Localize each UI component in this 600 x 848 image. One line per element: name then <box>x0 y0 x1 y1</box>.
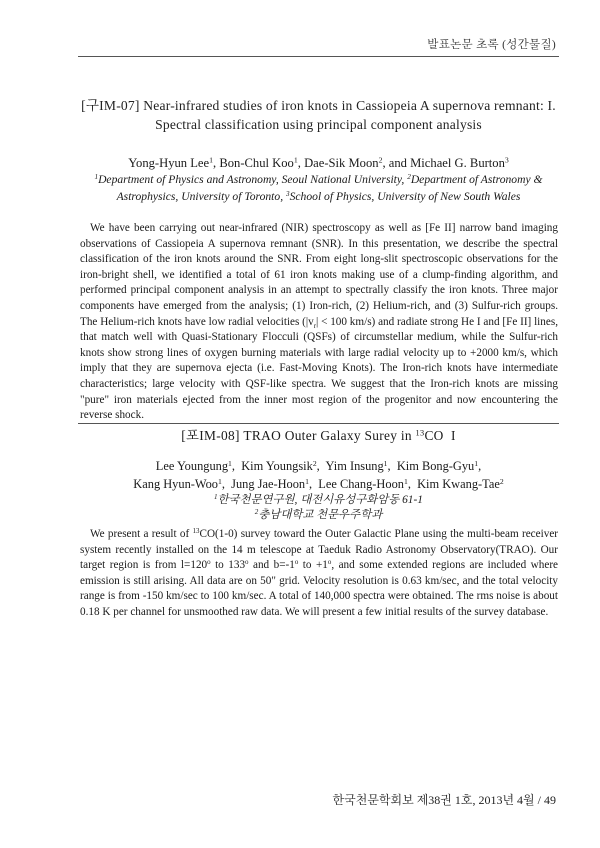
paper1-abstract: We have been carrying out near-infrared (NIR) spectroscopy as well as [Fe II] narrow band imaging observations of Cassiopeia A supernova remnant (SNR). In this presentation, we describe the spectral classification of the iron knots around the SNR. From eight long-slit spectroscopic observations for the iron-bright shell, we identified a total of 61 iron knots making use of a clump-finding algorithm, and performed principal component analysis in an attempt to spectrally classify the iron knots. Three major components have emerged from the analysis; (1) Iron-rich, (2) Helium-rich, and (3) Sulfur-rich groups. The Helium-rich knots have low radial velocities ($|v_r| < 100$ km/s) and radiate strong He I and [Fe II] lines, that match well with Quasi-Stationary Flocculi (QSFs) of circumstellar medium, while the Sulfur-rich knots show strong lines of oxygen burning materials with large radial velocity up to +2000 km/s, which imply that they are supernova ejecta (i.e. Fast-Moving Knots). The Iron-rich knots have intermediate characteristics; large velocity with QSF-like spectra. We suggest that the Iron-rich knots are missing "pure" iron materials ejected from the inner most region of the progenitor and now encountering the reverse shock. <box>80 222 558 422</box>
author-line-2: Kang Hyun-Woo$^1$, Jung Jae-Hoon$^1$, Lee Chang-Hoon$^1$, Kim Kwang-Tae$^2$ <box>133 476 504 491</box>
author-line-1: Lee Youngung$^1$, Kim Youngsik$^2$, Yim Insung$^1$, Kim Bong-Gyu$^1$, <box>155 458 482 473</box>
paper2-title: [포IM-08] TRAO Outer Galaxy Surey in $^{13}$CO I <box>181 428 456 443</box>
author: Jung Jae-Hoon$^1$ <box>231 476 309 491</box>
section-divider <box>78 423 559 424</box>
author: Kang Hyun-Woo$^1$ <box>133 476 222 491</box>
paper1-code: [구IM-07] <box>81 98 140 113</box>
affiliation: 충남대학교 천문우주학과 <box>258 508 383 521</box>
paper1-title-text: Near-infrared studies of iron knots in Cassiopeia A supernova remnant: I. Spectral classification using principal component analysis <box>143 98 556 132</box>
paper1-affiliations: $^1$Department of Physics and Astronomy, Seoul National University, $^2$Department of Astronomy & Astrophysics, University of Toronto, $^3$School of Physics, University of New South Wales <box>94 173 543 203</box>
page-footer: 한국천문학회보 제38권 1호, 2013년 4월 / 49 <box>332 793 556 807</box>
paper2-abstract: We present a result of $^{13}$CO(1-0) survey toward the Outer Galactic Plane using the multi-beam receiver system recently installed on the 14 m telescope at Taeduk Radio Astronomy Observatory(TRAO). Our target region is from $l=120^o$ to 133$^o$ and $b=-1^o$ to $+1^o$, and some extended regions are included where emission is still arising. All data are on 50" grid. Velocity resolution is 0.63 km/sec, and the total velocity range is from -150 km/sec to 100 km/sec. A total of 140,000 spectra were obtained. The rms noise is about 0.18 K per channel for unsmoothed raw data. We will present a few initial results of the survey database. <box>80 527 559 618</box>
author: Kim Bong-Gyu$^1$ <box>396 458 479 473</box>
author: Yim Insung$^1$ <box>325 458 388 473</box>
paper1-authors: Yong-Hyun Lee$^1$, Bon-Chul Koo$^1$, Dae-Sik Moon$^2$, and Michael G. Burton$^3$ <box>128 155 509 170</box>
paper2-affiliations: $^1$한국천문연구원, 대전시유성구화암동 61-1 $^2$충남대학교 천문우주학과 <box>213 493 423 521</box>
affiliation: Department of Physics and Astronomy, Seoul National University, <box>98 173 405 186</box>
author: and Michael G. Burton$^3$ <box>388 155 509 170</box>
author: Lee Youngung$^1$ <box>155 458 232 473</box>
author: Yong-Hyun Lee$^1$ <box>128 155 214 170</box>
header-divider <box>78 56 559 57</box>
author: Kim Youngsik$^2$ <box>241 458 317 473</box>
affiliation: School of Physics, University of New South Wales <box>289 189 521 203</box>
author: Kim Kwang-Tae$^2$ <box>417 476 504 491</box>
paper2-code: [포IM-08] <box>181 428 240 443</box>
affiliation: 한국천문연구원, 대전시유성구화암동 61-1 <box>217 494 423 506</box>
affiliation: Department of Astronomy & Astrophysics, University of Toronto, <box>116 173 543 203</box>
paper2-authors <box>78 458 559 493</box>
paper1-title <box>78 96 559 134</box>
author: Dae-Sik Moon$^2$ <box>304 155 383 170</box>
running-header: 발표논문 초록 (성간물질) <box>427 39 556 51</box>
author: Lee Chang-Hoon$^1$ <box>318 476 408 491</box>
author: Bon-Chul Koo$^1$ <box>219 155 298 170</box>
